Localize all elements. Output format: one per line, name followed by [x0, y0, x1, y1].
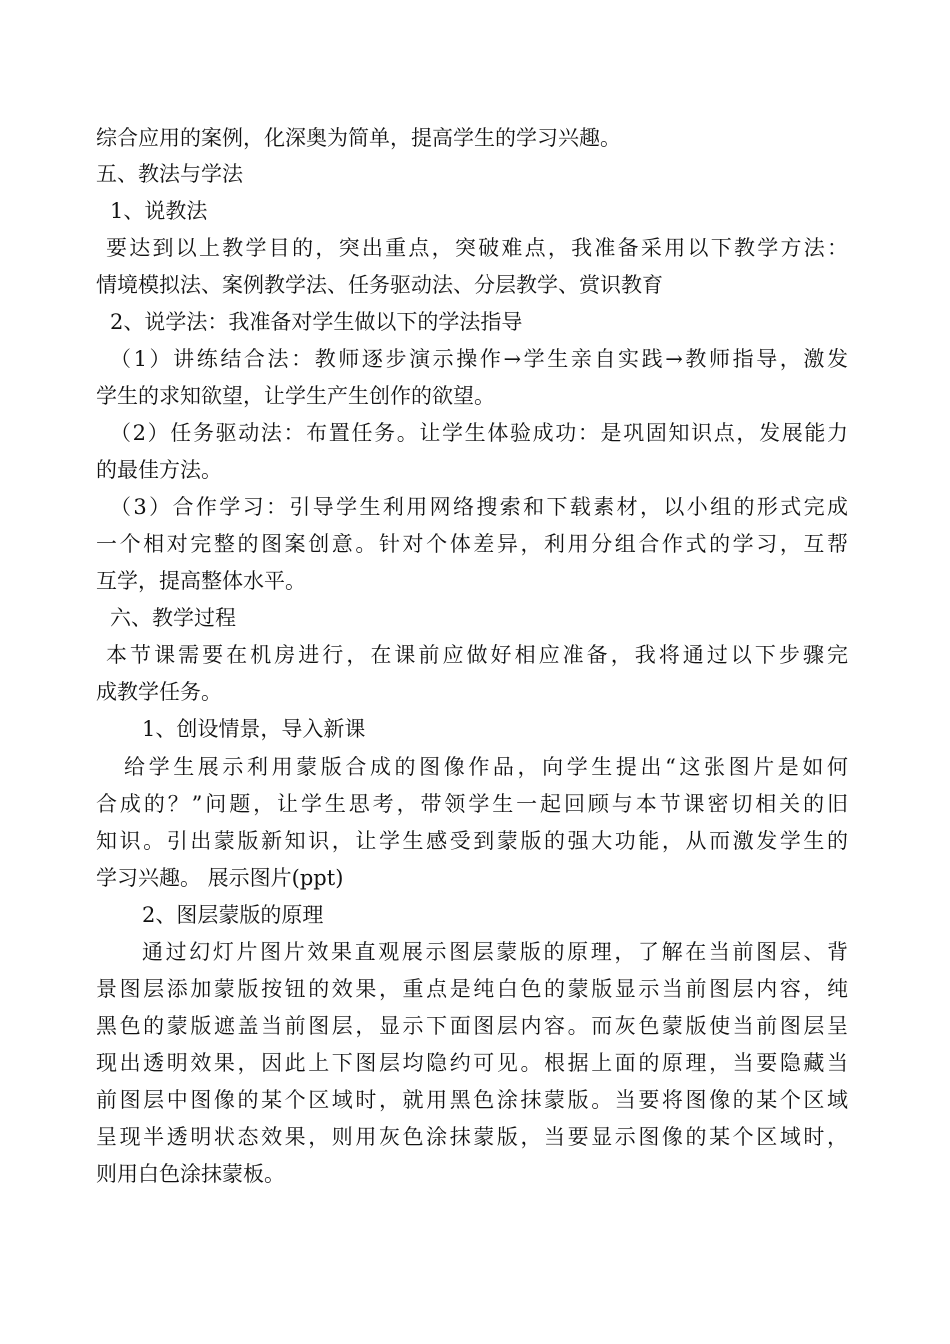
text-line: 给学生展示利用蒙版合成的图像作品，向学生提出“这张图片是如何	[124, 755, 848, 779]
text-line: （1）讲练结合法：教师逐步演示操作→学生亲自实践→教师指导，激发	[110, 347, 848, 371]
text-line: （3）合作学习：引导学生利用网络搜索和下载素材，以小组的形式完成	[110, 495, 848, 519]
subheading-learning-method: 2、说学法：我准备对学生做以下的学法指导	[110, 310, 523, 334]
text-line: 本节课需要在机房进行，在课前应做好相应准备，我将通过以下步骤完	[106, 643, 848, 667]
text-line: 合成的？”问题，让学生思考，带领学生一起回顾与本节课密切相关的旧	[96, 792, 848, 816]
subheading-teaching-method: 1、说教法	[110, 199, 208, 223]
text-line: 互学，提高整体水平。	[96, 569, 306, 593]
text-line: 要达到以上教学目的，突出重点，突破难点，我准备采用以下教学方法：	[106, 236, 848, 260]
text-line: 学习兴趣。 展示图片(ppt)	[96, 866, 344, 890]
text-line: 成教学任务。	[96, 680, 222, 704]
text-line: 一个相对完整的图案创意。针对个体差异，利用分组合作式的学习，互帮	[96, 532, 848, 556]
text-line: 黑色的蒙版遮盖当前图层，显示下面图层内容。而灰色蒙版使当前图层呈	[96, 1014, 848, 1038]
text-line: 通过幻灯片图片效果直观展示图层蒙版的原理，了解在当前图层、背	[142, 940, 848, 964]
text-line: 情境模拟法、案例教学法、任务驱动法、分层教学、赏识教育	[96, 273, 663, 297]
text-line: 学生的求知欲望，让学生产生创作的欲望。	[96, 384, 495, 408]
text-line: 景图层添加蒙版按钮的效果，重点是纯白色的蒙版显示当前图层内容，纯	[96, 977, 848, 1001]
text-line: 则用白色涂抹蒙板。	[96, 1162, 285, 1186]
text-line: 综合应用的案例，化深奥为简单，提高学生的学习兴趣。	[96, 126, 621, 150]
text-line: 知识。引出蒙版新知识，让学生感受到蒙版的强大功能，从而激发学生的	[96, 829, 848, 853]
text-line: 前图层中图像的某个区域时，就用黑色涂抹蒙版。当要将图像的某个区域	[96, 1088, 848, 1112]
text-line: 的最佳方法。	[96, 458, 222, 482]
subheading-step-1: 1、创设情景，导入新课	[142, 717, 366, 741]
text-line: 现出透明效果，因此上下图层均隐约可见。根据上面的原理，当要隐藏当	[96, 1051, 848, 1075]
section-heading-teaching-process: 六、教学过程	[110, 606, 236, 630]
text-line: （2）任务驱动法：布置任务。让学生体验成功：是巩固知识点，发展能力	[110, 421, 848, 445]
section-heading-teaching-methods: 五、教法与学法	[96, 162, 243, 186]
subheading-step-2: 2、图层蒙版的原理	[142, 903, 324, 927]
text-line: 呈现半透明状态效果，则用灰色涂抹蒙版，当要显示图像的某个区域时，	[96, 1125, 848, 1149]
